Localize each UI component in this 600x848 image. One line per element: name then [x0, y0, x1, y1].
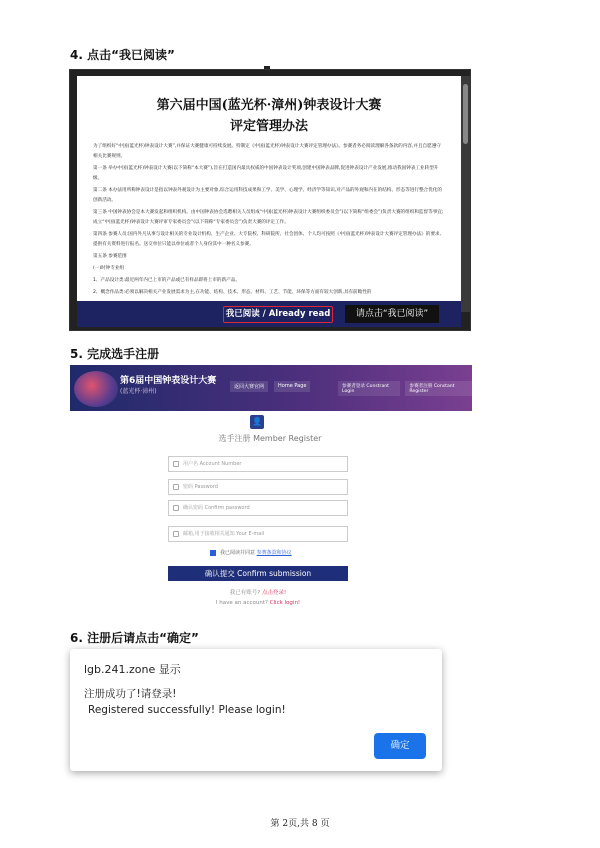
- nav-register[interactable]: 参赛者注册 Constant Register: [405, 381, 472, 396]
- agree-checkbox[interactable]: [210, 550, 216, 556]
- nav-login[interactable]: 参赛者登录 Constrant Login: [338, 381, 400, 396]
- have-account-cn: 我已有账号?: [229, 590, 261, 596]
- doc-paragraph: (一)时钟专业组: [93, 266, 125, 271]
- doc-subtitle: 评定管理办法: [229, 119, 308, 134]
- mail-icon: [173, 531, 179, 537]
- user-icon: [173, 461, 179, 467]
- register-heading: 选手注册 Member Register: [218, 434, 322, 443]
- nav-home-en[interactable]: Home Page: [274, 381, 310, 392]
- banner-subtitle: (蓝光杯·漳州): [120, 388, 157, 395]
- lock-icon: [173, 505, 179, 511]
- password-field[interactable]: [168, 479, 348, 495]
- confirm-password-field[interactable]: [168, 500, 348, 516]
- dialog-message-en: Registered successfully! Please login!: [88, 704, 286, 716]
- doc-paragraph: 1、产品设计类:最近两年内已上市的产品或已有样品即将上市的新产品。: [93, 278, 240, 283]
- document-screenshot: [69, 69, 471, 331]
- email-field[interactable]: [168, 526, 348, 542]
- confirm-submit-button[interactable]: 确认提交 Confirm submission: [168, 566, 348, 581]
- step-4-title: 4. 点击“我已阅读”: [70, 48, 175, 62]
- already-read-button[interactable]: 我已阅读 / Already read: [223, 306, 333, 323]
- account-placeholder: 用户名 Account Number: [183, 461, 242, 467]
- dialog-message-cn: 注册成功了!请登录!: [84, 688, 177, 700]
- lock-icon: [173, 484, 179, 490]
- dialog-host: lgb.241.zone 显示: [84, 663, 181, 676]
- alert-dialog: [70, 649, 442, 771]
- terms-link[interactable]: 参赛条款和协议: [256, 550, 292, 556]
- doc-title: 第六届中国(蓝光杯·漳州)钟表设计大赛: [156, 98, 382, 113]
- banner-title: 第6届中国钟表设计大赛: [120, 376, 217, 386]
- doc-paragraph: 为了组织好“中国(蓝光杯)钟表设计大赛”,并保证大赛健康可持续发展。特制定《中国(蓝光杯)钟表设计大赛评定管理办法》。参赛者务必阅读理解各条款的内容,并且自愿遵守相关比赛规则。: [93, 144, 441, 159]
- doc-paragraph: 第四条 参赛人员:国内外凡从事与设计相关的专业设计机构、生产企业、大专院校、科研院所、社会团体、个人均可按照《中国(蓝光杯)钟表设计大赛评定管理办法》的要求,提供有关资料进行报名。送交单位只能以单位或者个人身份其中一种名义参赛。: [93, 232, 441, 247]
- banner-nav: [230, 381, 310, 392]
- doc-paragraph: 第一条 举办中国(蓝光杯)钟表设计大赛(以下简称“本大赛”),旨在打造国内最具权威的中国钟表设计奖项,创建中国钟表品牌,促进钟表设计产业发展,推动我国钟表工业转型升级。: [93, 166, 439, 181]
- doc-paragraph: 第三条 中国钟表协会是本大赛发起和组织机构。由中国钟表协会选聘相关人员组成“中国(蓝光杯)钟表设计大赛组织委员会”(以下简称“组委会”)负责大赛的组织和监督等事宜;成立“中国(蓝光杯)钟表设计大赛评审专家委员会”(以下简称“专家委员会”)负责大赛的评定工作。: [93, 210, 444, 225]
- dialog-ok-button[interactable]: 确定: [374, 733, 426, 759]
- step-6-title: 6. 注册后请点击“确定”: [70, 631, 199, 645]
- password-placeholder: 密码 Password: [183, 484, 218, 490]
- login-link-cn[interactable]: 点击登录!: [261, 590, 287, 596]
- nav-home-cn[interactable]: 返回大赛官网: [230, 381, 268, 392]
- agree-row: [210, 549, 292, 556]
- register-user-icon: 👤: [250, 415, 264, 429]
- doc-paragraph: 2、概念作品类:必须以解决相关产业发展需求为主,在功能、结构、技术、形态、材料、工艺、节能、环保等方面有较大创新,具有前瞻性的: [93, 290, 372, 295]
- login-link-en[interactable]: Click login!: [269, 600, 301, 606]
- scrollbar-thumb[interactable]: [463, 84, 468, 144]
- register-banner: [70, 365, 472, 411]
- login-prompt-en: [0, 600, 516, 606]
- banner-auth-nav: [338, 381, 472, 396]
- document-bottom-bar: [77, 301, 461, 327]
- doc-body: [77, 142, 461, 298]
- contest-logo-icon: [74, 371, 118, 407]
- read-tip-label: 请点击“我已阅读”: [345, 305, 439, 323]
- account-field[interactable]: [168, 456, 348, 472]
- have-account-en: I have an account?: [215, 600, 268, 606]
- step-5-title: 5. 完成选手注册: [70, 347, 160, 361]
- doc-paragraph: 第五条 参赛范围: [93, 254, 127, 259]
- page-footer: 第 2页,共 8 页: [270, 819, 330, 829]
- document-page: [77, 76, 461, 312]
- agree-text: 我已阅读并同意: [220, 550, 256, 556]
- doc-paragraph: 第二条 本办法用所称钟表设计是指以钟表外观设计为主要对象,综合运用科技成果和工学、美学、心理学、经济学等知识,对产品的外观和内在的结构、形态等进行整合优化的创新活动。: [93, 188, 442, 203]
- confirm-password-placeholder: 确认密码 Confirm password: [183, 505, 250, 511]
- login-prompt-cn: [0, 588, 516, 596]
- email-placeholder: 邮箱,用于接收相关通知 Your E-mail: [183, 531, 265, 537]
- scrollbar[interactable]: [461, 76, 470, 312]
